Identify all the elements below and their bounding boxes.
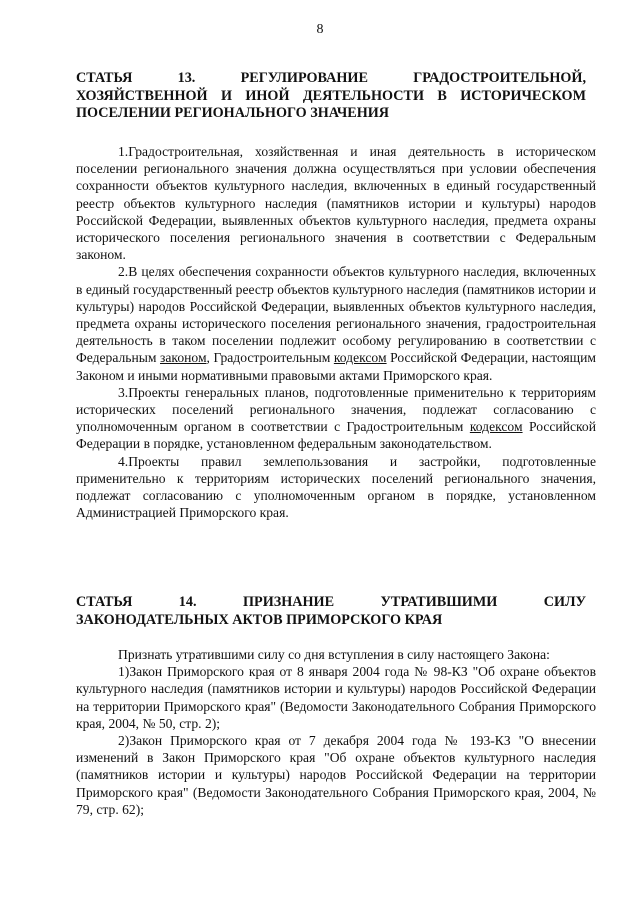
article-14-heading-line1: СТАТЬЯ 14. ПРИЗНАНИЕ УТРАТИВШИМИ СИЛУ <box>76 594 586 610</box>
urban-planning-code-link[interactable]: кодексом <box>333 350 387 366</box>
p2-text-start: 2.В целях обеспечения сохранности объектов культурного наследия, включенных в единый государственный реестр объектов культурного наследия (памятников истории и культуры) народов Российской Федерации, выявленных объектов культурного наследия, предмета охраны исторического поселения регионального значения, градостроительная деятельность в таком поселении подлежит особому регулированию в соответствии с Федеральным <box>76 264 596 366</box>
article-14-body <box>76 646 596 818</box>
article-14-intro: Признать утратившими силу со дня вступления в силу настоящего Закона: <box>118 647 550 662</box>
p2-text-end: Российской Федерации, настоящим Законом и иными нормативными правовыми актами Приморского края. <box>76 350 596 383</box>
article-14-heading <box>76 594 586 629</box>
urban-planning-code-link-2[interactable]: кодексом <box>469 419 523 435</box>
article-14-item-2: 2)Закон Приморского края от 7 декабря 2004 года № 193-КЗ "О внесении изменений в Закон Приморского края "Об охране объектов культурного наследия (памятников истории и культуры) народов Российской Федерации на территории Приморского края" (Ведомости Законодательного Собрания Приморского края, 2004, № 79, стр. 62); <box>76 733 596 817</box>
federal-law-link[interactable]: законом <box>160 350 207 366</box>
article-13-paragraph-3 <box>76 384 596 453</box>
article-13-paragraph-4: 4.Проекты правил землепользования и застройки, подготовленные применительно к территориям исторических поселений регионального значения, подлежат согласованию с уполномоченным органом в порядке, установленном Администрацией Приморского края. <box>76 453 596 521</box>
p2-text-mid: , Градостроительным <box>206 350 334 366</box>
page-number: 8 <box>316 22 324 37</box>
p3-text-end: Российской Федерации в порядке, установленном федеральным законодательством. <box>76 419 596 452</box>
article-13-heading <box>76 70 586 123</box>
article-13-paragraph-2 <box>76 263 596 383</box>
article-14-heading-rest: ЗАКОНОДАТЕЛЬНЫХ АКТОВ ПРИМОРСКОГО КРАЯ <box>76 611 443 628</box>
article-14-item-1: 1)Закон Приморского края от 8 января 2004 года № 98-КЗ "Об охране объектов культурного наследия (памятников истории и культуры) народов Российской Федерации на территории Приморского края" (Ведомости Законодательного Собрания Приморского края, 2004, № 50, стр. 2); <box>76 664 596 731</box>
article-13-body <box>76 143 596 521</box>
article-13-paragraph-1: 1.Градостроительная, хозяйственная и иная деятельность в историческом поселении регионального значения должна осуществляться при условии обеспечения сохранности объектов культурного наследия, включенных в единый государственный реестр объектов культурного наследия (памятников истории и культуры) народов Российской Федерации, выявленных объектов культурного наследия, предмета охраны исторического поселения регионального значения в соответствии с Федеральным законом. <box>76 144 596 263</box>
article-13-heading-rest: ХОЗЯЙСТВЕННОЙ И ИНОЙ ДЕЯТЕЛЬНОСТИ В ИСТОРИЧЕСКОМ ПОСЕЛЕНИИ РЕГИОНАЛЬНОГО ЗНАЧЕНИЯ <box>76 87 586 122</box>
p3-text-start: 3.Проекты генеральных планов, подготовленные применительно к территориям исторических поселений регионального значения, подлежат согласованию с уполномоченным органом в соответствии с Градостроительным <box>76 384 596 435</box>
article-13-heading-line1: СТАТЬЯ 13. РЕГУЛИРОВАНИЕ ГРАДОСТРОИТЕЛЬНОЙ, <box>76 70 586 86</box>
